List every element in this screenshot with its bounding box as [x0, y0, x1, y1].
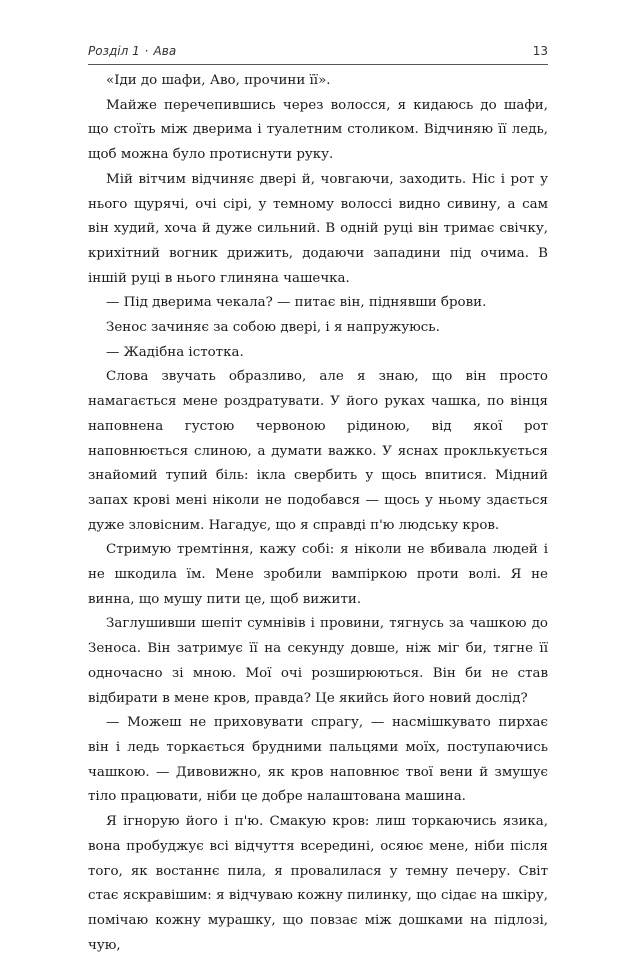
header-rule [88, 64, 548, 65]
character-name: Ава [153, 44, 177, 58]
running-title [88, 44, 176, 58]
paragraph: — Жадібна істотка. [106, 344, 244, 360]
paragraph: Зенос зачиняє за собою двері, і я напружуюсь. [106, 320, 440, 336]
running-header [88, 44, 548, 64]
header-separator: · [144, 44, 149, 58]
paragraph: Я ігнорую його і п'ю. Смакую кров: лиш торкаючись язика, вона пробуджує всі відчуття всередині, осяює мене, ніби після того, як востаннє пила, я провалилася у темну печеру. Світ стає яскравішим: я відчуваю кожну пилинку, що сідає на шкіру, помічаю кожну мурашку, що повзає між дошками на підлозі, чую, [88, 814, 548, 953]
paragraph: — Під дверима чекала? — питає він, піднявши брови. [106, 295, 487, 311]
paragraph: Слова звучать образливо, але я знаю, що він просто намагається мене роздратувати. У його руках чашка, по вінця наповнена густою червоною рідиною, від якої рот наповнюється слиною, а думати важко. У яснах проклькується знайомий тупий біль: ікла свербить у щось впитися. Мідний запах крові мені ніколи не подобався — щось у ньому здається дуже зловісним. Нагадує, що я справді п'ю людську кров. [88, 369, 548, 533]
chapter-label: Розділ 1 [88, 44, 140, 58]
page-body [88, 69, 548, 958]
paragraph: «Іди до шафи, Аво, прочини її». [106, 73, 331, 88]
paragraph: Заглушивши шепіт сумнівів і провини, тягнусь за чашкою до Зеноса. Він затримує її на секунду довше, ніж міг би, тягне її одночасно зі мною. Мої очі розширюються. Він би не став відбирати в мене кров, правда? Це якийсь його новий дослід? [88, 616, 548, 706]
page-number: 13 [532, 44, 548, 58]
paragraph: — Можеш не приховувати спрагу, — насмішкувато пирхає він і ледь торкається брудними пальцями моїх, поступаючись чашкою. — Дивовижно, як кров наповнює твої вени й змушує тіло працювати, ніби це добре налаштована машина. [88, 715, 548, 805]
paragraph: Стримую тремтіння, кажу собі: я ніколи не вбивала людей і не шкодила їм. Мене зробили вампіркою проти волі. Я не винна, що мушу пити це, щоб вижити. [88, 542, 548, 607]
paragraph: Мій вітчим відчиняє двері й, човгаючи, заходить. Ніс і рот у нього щурячі, очі сірі, у темному волоссі видно сивину, а сам він худий, хоча й дуже сильний. В одній руці він тримає свічку, крихітний вогник дрижить, додаючи западини під очима. В іншій руці в нього глиняна чашечка. [88, 171, 548, 286]
paragraph: Майже перечепившись через волосся, я кидаюсь до шафи, що стоїть між дверима і туалетним столиком. Відчиняю її ледь, щоб можна було протиснути руку. [88, 97, 548, 163]
